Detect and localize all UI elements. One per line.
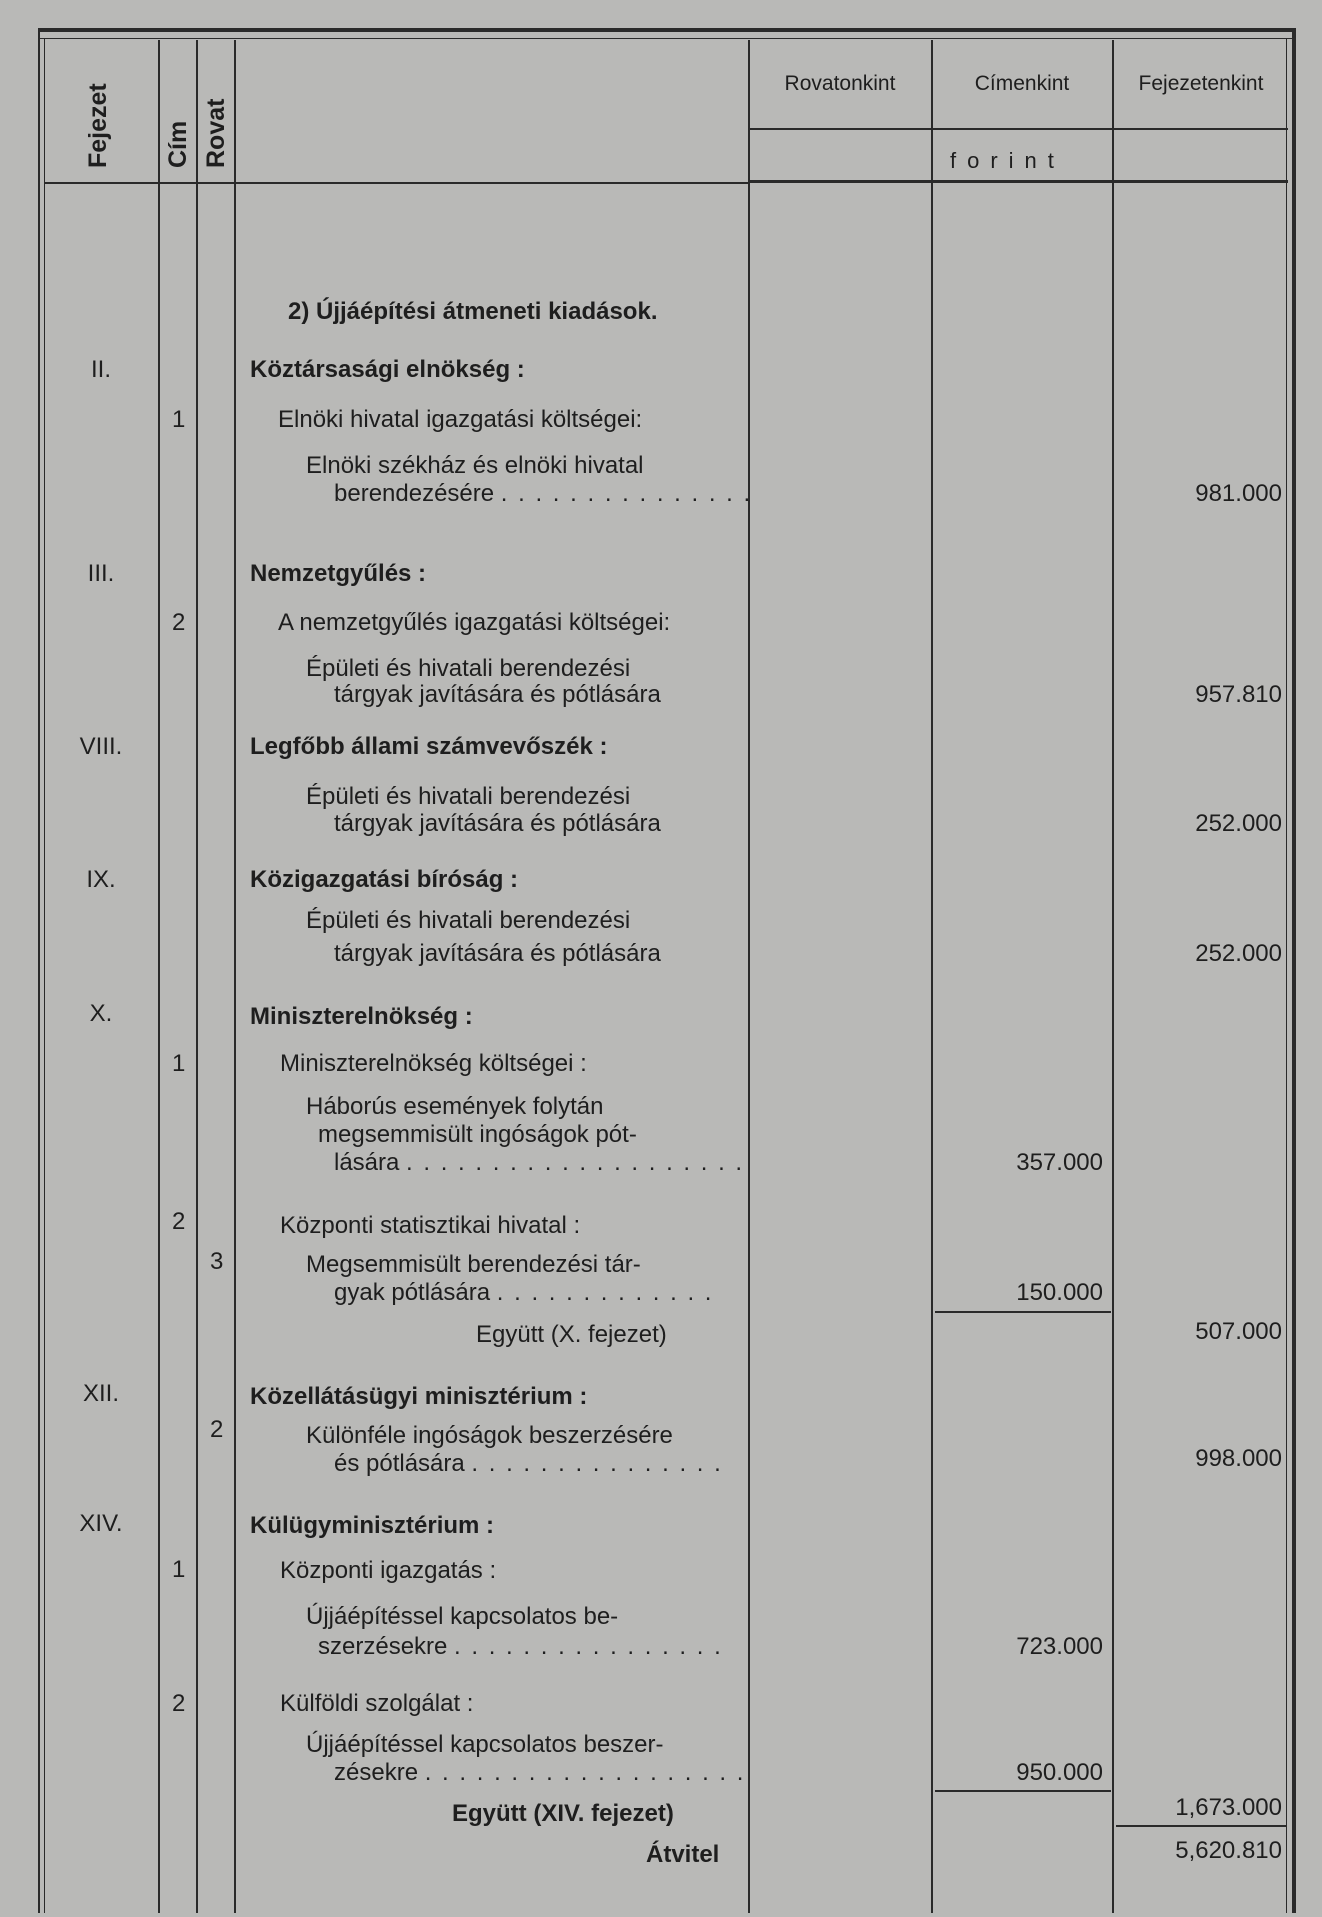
item-line-1: Újjáépítéssel kapcsolatos be- [306, 1603, 619, 1630]
leader-dots: . . . . . . . . . . . . . . . [500, 480, 753, 507]
item-line-2 [334, 1279, 713, 1307]
leader-dots: . . . . . . . . . . . . . [496, 1279, 714, 1306]
subtotal-rule [935, 1790, 1111, 1792]
header-rovat: Rovat [202, 98, 230, 168]
cimenkint-amount: 357.000 [1016, 1149, 1103, 1176]
header-currency: forint [950, 148, 1065, 173]
title-line: Külföldi szolgálat : [280, 1690, 474, 1717]
item-text: lására [334, 1149, 400, 1176]
cimenkint-amount: 150.000 [1016, 1279, 1103, 1306]
leader-dots: . . . . . . . . . . . . . . . . . . . [424, 1759, 746, 1786]
header-cimenkint: Címenkint [974, 72, 1070, 95]
header-mid-rule [748, 128, 1288, 130]
item-line-1: Háborús események folytán [306, 1093, 604, 1120]
title-line: A nemzetgyűlés igazgatási költségei: [278, 609, 671, 636]
item-line-1: Megsemmisült berendezési tár- [306, 1251, 641, 1278]
header-rovatonkint: Rovatonkint [784, 72, 896, 95]
cim-rovat-rule [196, 40, 198, 1913]
item-line-1: Újjáépítéssel kapcsolatos beszer- [306, 1731, 664, 1758]
cim-number: 1 [172, 1556, 186, 1583]
chapter-title: Külügyminisztérium : [250, 1512, 495, 1539]
chapter-title: Közellátásügyi minisztérium : [250, 1383, 588, 1410]
rovat-number: 2 [210, 1416, 224, 1443]
carry-over-amount: 5,620.810 [1175, 1837, 1282, 1864]
item-line-1: Elnöki székház és elnöki hivatal [306, 452, 644, 479]
fejezetenkint-amount: 252.000 [1195, 940, 1282, 967]
title-line: Miniszterelnökség költségei : [280, 1050, 587, 1077]
top-rule-inner [38, 38, 1294, 39]
fejezet-number: XIV. [79, 1510, 123, 1537]
item-line-1: Különféle ingóságok beszerzésére [306, 1422, 673, 1449]
header-bottom-rule-right [748, 180, 1288, 183]
fejezet-number: II. [90, 356, 111, 383]
fejezetenkint-amount: 957.810 [1195, 681, 1282, 708]
item-line-2: tárgyak javítására és pótlására [334, 810, 661, 837]
item-text: berendezésére [334, 480, 495, 507]
fejezetenkint-amount: 1,673.000 [1175, 1794, 1282, 1821]
item-line-1: Épületi és hivatali berendezési [306, 907, 631, 934]
cim-number: 1 [172, 406, 186, 433]
left-border-inner [44, 38, 45, 1913]
fejezetenkint-amount: 252.000 [1195, 810, 1282, 837]
right-border [1292, 28, 1296, 1913]
rovat-text-rule [234, 40, 236, 1913]
left-border [38, 28, 40, 1913]
subtotal-label: Együtt (XIV. fejezet) [452, 1800, 674, 1827]
leader-dots: . . . . . . . . . . . . . . . [471, 1450, 723, 1477]
item-line-1: Épületi és hivatali berendezési [306, 783, 631, 810]
fejezetenkint-amount: 507.000 [1195, 1318, 1282, 1345]
item-text: gyak pótlására [334, 1279, 491, 1306]
total-rule [1116, 1825, 1286, 1827]
cim-number: 2 [172, 1690, 186, 1717]
fejezetenkint-amount: 998.000 [1195, 1445, 1282, 1472]
item-line-2: tárgyak javítására és pótlására [334, 940, 661, 967]
section-title: 2) Újjáépítési átmeneti kiadások. [288, 298, 658, 325]
header-fejezet: Fejezet [84, 83, 112, 168]
cimenkint-fejezetenkint-rule [1112, 40, 1114, 1913]
cim-number: 2 [172, 609, 186, 636]
chapter-title: Köztársasági elnökség : [250, 356, 525, 383]
item-text: és pótlására [334, 1450, 465, 1477]
subtotal-rule [935, 1311, 1111, 1313]
leader-dots: . . . . . . . . . . . . . . . . . . . . [406, 1149, 745, 1176]
item-text: szerzésekre [318, 1633, 448, 1660]
top-rule [38, 28, 1294, 32]
item-line-2 [334, 480, 752, 508]
item-line-2 [318, 1633, 723, 1661]
chapter-title: Miniszterelnökség : [250, 1003, 473, 1030]
header-fejezetenkint: Fejezetenkint [1138, 72, 1264, 95]
cimenkint-amount: 723.000 [1016, 1633, 1103, 1660]
header-bottom-rule [44, 182, 748, 184]
item-line-2 [334, 1759, 745, 1787]
fejezet-number: IX. [86, 866, 116, 893]
header-cim: Cím [164, 120, 192, 168]
fejezet-number: X. [89, 1000, 113, 1027]
title-line: Központi statisztikai hivatal : [280, 1212, 581, 1239]
item-line-3 [334, 1149, 744, 1177]
fejezet-number: III. [87, 560, 115, 587]
cim-number: 2 [172, 1208, 186, 1235]
item-line-1: Épületi és hivatali berendezési [306, 655, 631, 682]
fejezetenkint-amount: 981.000 [1195, 480, 1282, 507]
item-text: zésekre [334, 1759, 419, 1786]
item-line-2: megsemmisült ingóságok pót- [318, 1121, 637, 1148]
fejezet-number: XII. [82, 1380, 119, 1407]
title-line: Elnöki hivatal igazgatási költségei: [278, 406, 643, 433]
leader-dots: . . . . . . . . . . . . . . . . [454, 1633, 723, 1660]
subtotal-label: Együtt (X. fejezet) [476, 1321, 667, 1348]
item-line-2: tárgyak javítására és pótlására [334, 681, 661, 708]
rovat-number: 3 [210, 1248, 224, 1275]
chapter-title: Legfőbb állami számvevőszék : [250, 733, 608, 760]
cimenkint-amount: 950.000 [1016, 1759, 1103, 1786]
text-amount-rule [748, 40, 750, 1913]
right-border-inner [1286, 38, 1287, 1913]
chapter-title: Közigazgatási bíróság : [250, 866, 519, 893]
chapter-title: Nemzetgyűlés : [250, 560, 427, 587]
fejezet-number: VIII. [79, 733, 123, 760]
carry-over-label: Átvitel [646, 1841, 720, 1868]
title-line: Központi igazgatás : [280, 1557, 497, 1584]
cim-number: 1 [172, 1050, 186, 1077]
item-line-2 [334, 1450, 723, 1478]
fejezet-cim-rule [158, 40, 160, 1913]
